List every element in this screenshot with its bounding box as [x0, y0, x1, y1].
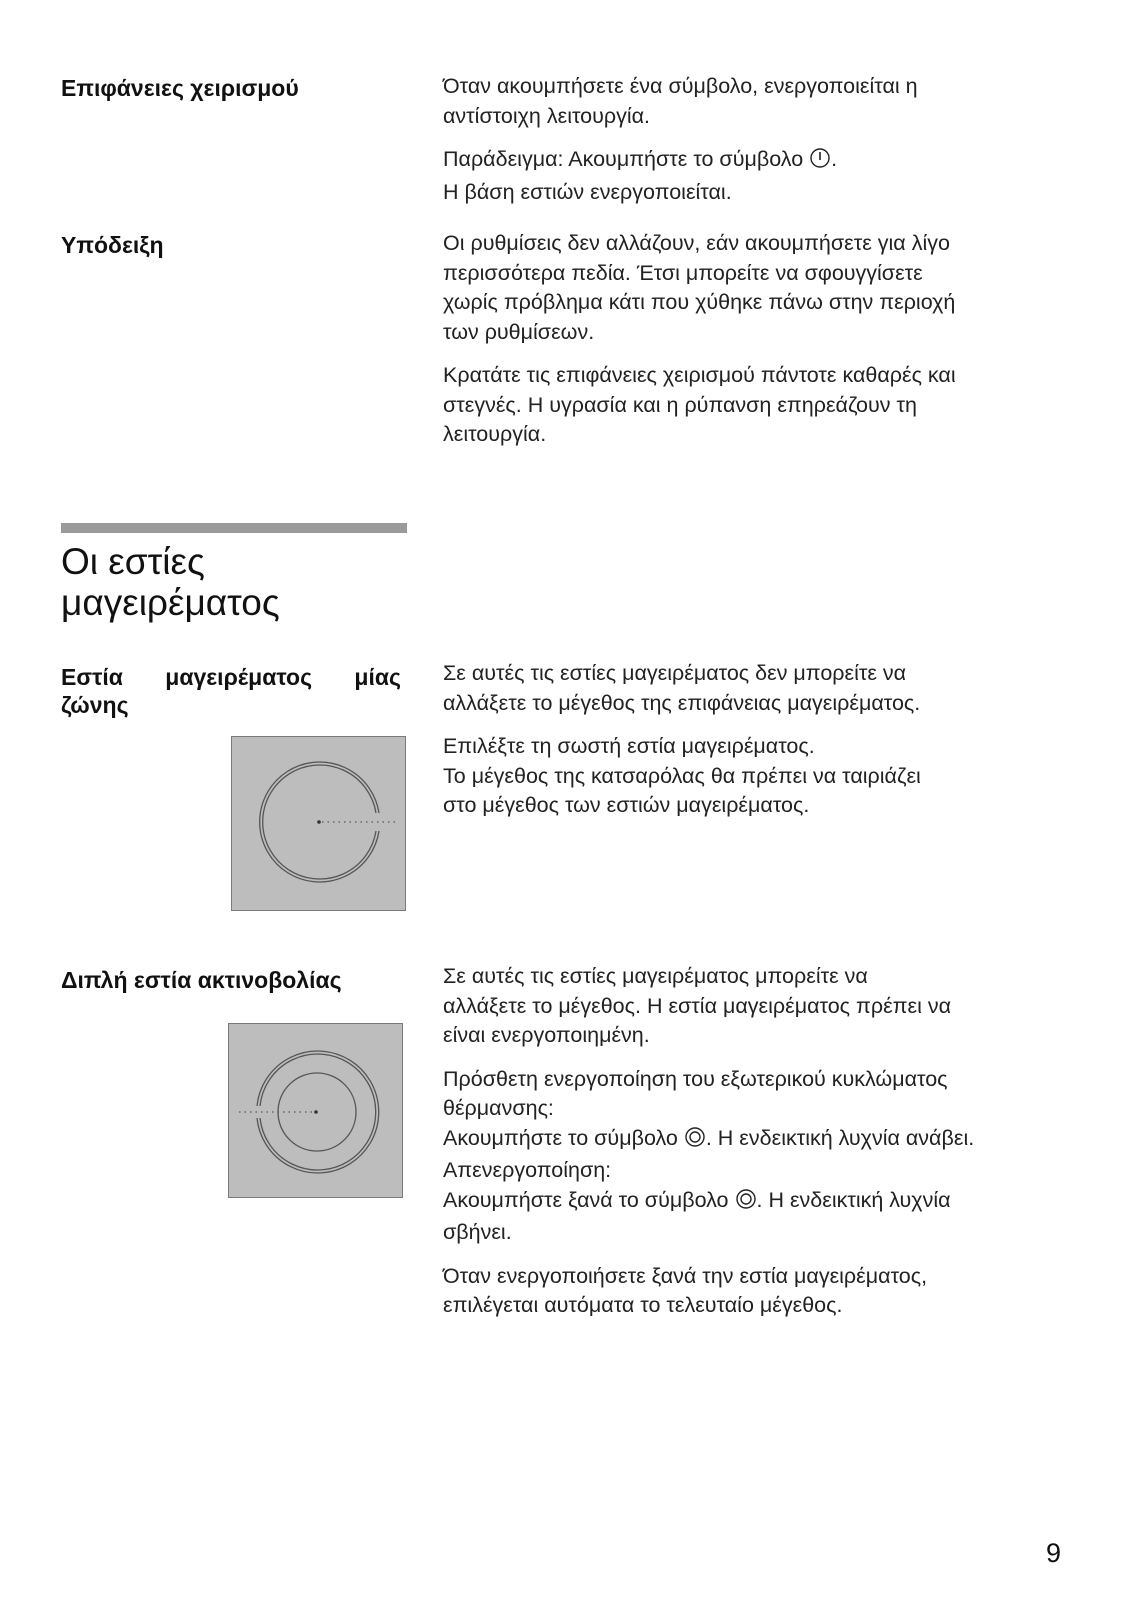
page-number: 9: [1046, 1538, 1062, 1568]
controls-paragraph-2: Παράδειγμα: Ακουμπήστε το σύμβολο . Η βάση εστιών ενεργοποιείται.: [443, 147, 838, 204]
dual-zone-hob-image: [228, 1023, 403, 1198]
section-title: Οι εστίες μαγειρέματος: [61, 541, 280, 623]
note-paragraph-2: Κρατάτε τις επιφάνειες χειρισμού πάντοτε καθαρές και στεγνές. Η υγρασία και η ρύπανση επηρεάζουν τη λειτουργία.: [443, 363, 956, 446]
note-text: [443, 229, 1063, 464]
note-heading: Υπόδειξη: [61, 232, 164, 258]
dual-zone-text: [443, 962, 1063, 1335]
dual-circuit-icon: [735, 1188, 757, 1219]
section-divider: [61, 523, 407, 533]
single-zone-paragraph-2: Επιλέξτε τη σωστή εστία μαγειρέματος. Το μέγεθος της κατσαρόλας θα πρέπει να ταιριάζει στο μέγεθος των εστιών μαγειρέματος.: [443, 734, 921, 817]
single-zone-text: [443, 659, 1063, 835]
dual-zone-heading: Διπλή εστία ακτινοβολίας: [61, 967, 342, 993]
power-icon: [809, 147, 831, 178]
dual-circuit-icon: [684, 1126, 706, 1157]
note-paragraph-1: Οι ρυθμίσεις δεν αλλάζουν, εάν ακουμπήσετε για λίγο περισσότερα πεδία. Έτσι μπορείτε να σφουγγίσετε χωρίς πρόβλημα κάτι που χύθηκε πάνω στην περιοχή των ρυθμίσεων.: [443, 231, 956, 344]
dual-zone-paragraph-1: Σε αυτές τις εστίες μαγειρέματος μπορείτε να αλλάξετε το μέγεθος. Η εστία μαγειρέματος πρέπει να είναι ενεργοποιημένη.: [443, 964, 952, 1047]
controls-paragraph-1: Όταν ακουμπήσετε ένα σύμβολο, ενεργοποιείται η αντίστοιχη λειτουργία.: [443, 74, 918, 128]
single-zone-heading: Εστία μαγειρέματος μίας ζώνης: [61, 664, 401, 718]
single-zone-paragraph-1: Σε αυτές τις εστίες μαγειρέματος δεν μπορείτε να αλλάξετε το μέγεθος της επιφάνειας μαγειρέματος.: [443, 661, 921, 715]
dual-zone-hob-icon: [229, 1024, 404, 1199]
dual-zone-paragraph-2: Πρόσθετη ενεργοποίηση του εξωτερικού κυκλώματος θέρμανσης: Ακουμπήστε το σύμβολο . Η ενδεικτική λυχνία ανάβει. Απενεργοποίηση: Ακουμπήστε ξανά το σύμβολο . Η ενδεικτική λυχνία σβήνει.: [443, 1066, 975, 1244]
single-zone-hob-icon: [232, 737, 407, 912]
controls-text: [443, 72, 1063, 221]
controls-heading: Επιφάνειες χειρισμού: [61, 75, 299, 101]
single-zone-hob-image: [231, 736, 406, 911]
dual-zone-paragraph-3: Όταν ενεργοποιήσετε ξανά την εστία μαγειρέματος, επιλέγεται αυτόματα το τελευταίο μέγεθος.: [443, 1263, 928, 1317]
